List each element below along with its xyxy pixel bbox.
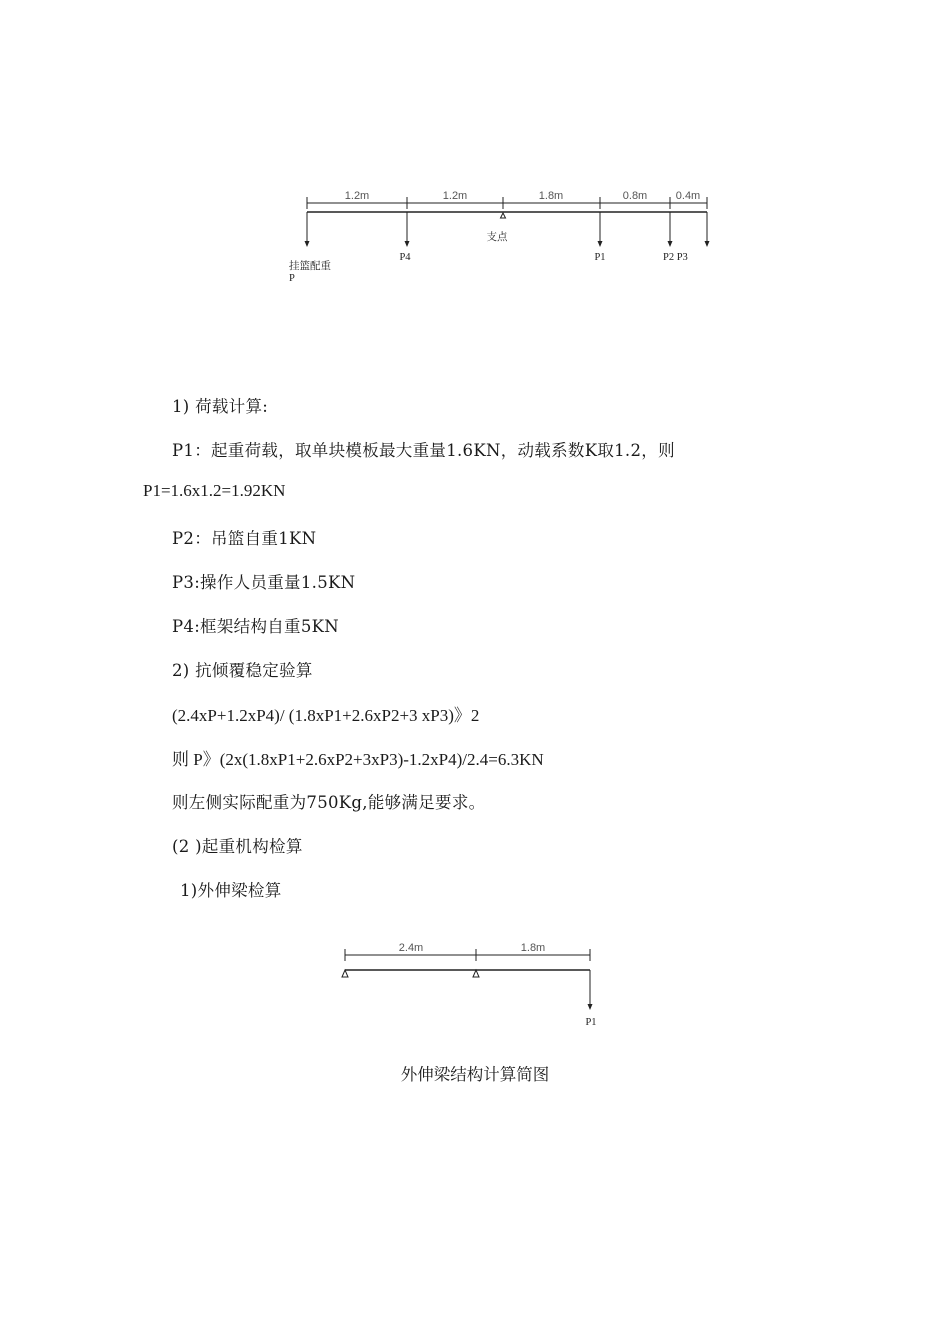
- p1-description: P1：起重荷载，取单块模板最大重量1.6KN，动载系数K取1.2，则: [172, 441, 675, 460]
- dim-label: 1.2m: [442, 190, 468, 202]
- stability-formula: (2.4xP+1.2xP4)/ (1.8xP1+2.6xP2+3 xP3)》2: [172, 706, 480, 725]
- dim-label: 1.8m: [538, 190, 564, 202]
- counterweight-label: 挂篮配重: [289, 261, 331, 272]
- p1-formula: P1=1.6x1.2=1.92KN: [143, 481, 286, 500]
- support-label: 支点: [486, 232, 508, 243]
- dim-label: 2.4m: [398, 942, 424, 954]
- counterweight-symbol: P: [289, 273, 295, 284]
- section-stability: 2) 抗倾覆稳定验算: [172, 661, 313, 680]
- conclusion: 则左侧实际配重为750Kg,能够满足要求。: [172, 793, 486, 812]
- p3-description: P3:操作人员重量1.5KN: [172, 573, 356, 592]
- dim-label: 1.2m: [344, 190, 370, 202]
- dim-label: 0.8m: [622, 190, 648, 202]
- section-load-calc: 1) 荷载计算:: [172, 397, 269, 416]
- support-triangle: [473, 970, 479, 977]
- p4-description: P4:框架结构自重5KN: [172, 617, 340, 636]
- load-p4-label: P4: [399, 252, 411, 263]
- section-cantilever-check: 1)外伸梁检算: [180, 881, 282, 900]
- load-p1-label: P1: [594, 252, 606, 263]
- section-hoist-check: (2 )起重机构检算: [172, 837, 303, 856]
- load-p2p3-label: P2 P3: [663, 252, 688, 263]
- load-p1-label: P1: [585, 1017, 597, 1028]
- dim-label: 0.4m: [675, 190, 701, 202]
- figure-caption: 外伸梁结构计算简图: [400, 1065, 550, 1084]
- dim-label: 1.8m: [520, 942, 546, 954]
- p2-description: P2：吊篮自重1KN: [172, 529, 317, 548]
- support-triangle: [342, 970, 348, 977]
- counterweight-formula: 则 P》(2x(1.8xP1+2.6xP2+3xP3)-1.2xP4)/2.4=6.3KN: [172, 750, 544, 769]
